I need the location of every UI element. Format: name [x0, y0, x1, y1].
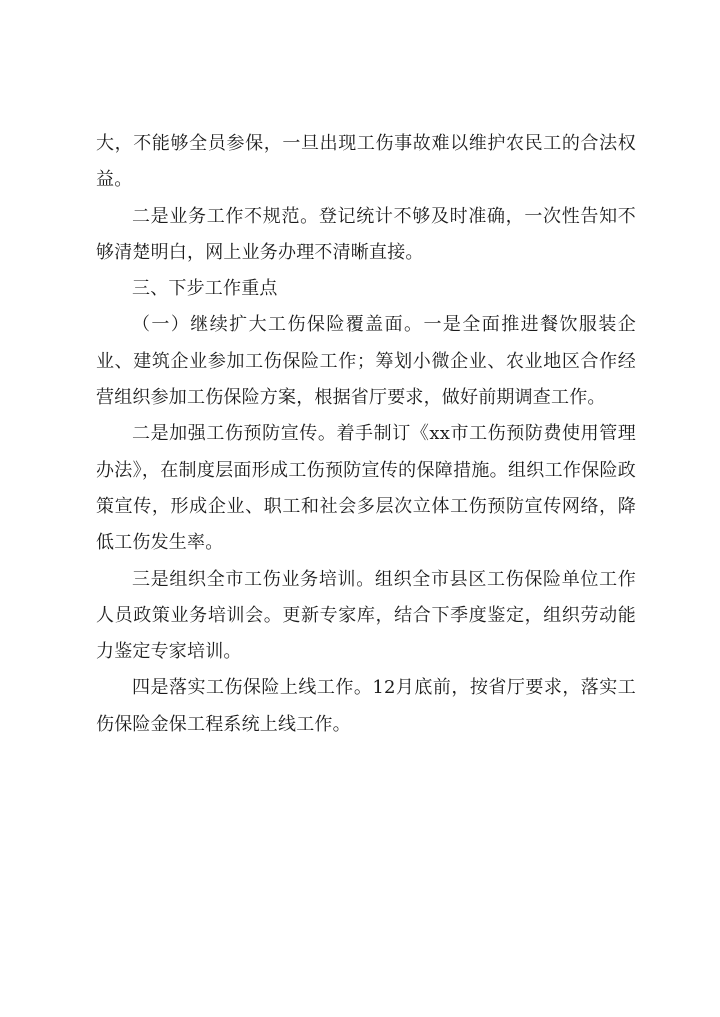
paragraph-business-issue: 二是业务工作不规范。登记统计不够及时准确，一次性告知不够清楚明白，网上业务办理不清晰直接。	[96, 205, 636, 263]
paragraph-expand-coverage: （一）继续扩大工伤保险覆盖面。一是全面推进餐饮服装企业、建筑企业参加工伤保险工作；筹划小微企业、农业地区合作经营组织参加工伤保险方案，根据省厅要求，做好前期调查工作。	[96, 314, 636, 409]
paragraph-prevention-publicity: 二是加强工伤预防宣传。着手制订《xx市工伤预防费使用管理办法》，在制度层面形成工伤预防宣传的保障措施。组织工作保险政策宣传，形成企业、职工和社会多层次立体工伤预防宣传网络，降低工伤发生率。	[96, 423, 636, 554]
paragraph-continuation: 大，不能够全员参保，一旦出现工伤事故难以维护农民工的合法权益。	[96, 133, 636, 191]
paragraph-training: 三是组织全市工伤业务培训。组织全市县区工伤保险单位工作人员政策业务培训会。更新专家库，结合下季度鉴定，组织劳动能力鉴定专家培训。	[96, 568, 636, 663]
paragraph-system-launch: 四是落实工伤保险上线工作。12月底前，按省厅要求，落实工伤保险金保工程系统上线工作。	[96, 677, 636, 735]
document-body	[96, 126, 636, 743]
section-heading-next-steps: 三、下步工作重点	[132, 278, 278, 300]
